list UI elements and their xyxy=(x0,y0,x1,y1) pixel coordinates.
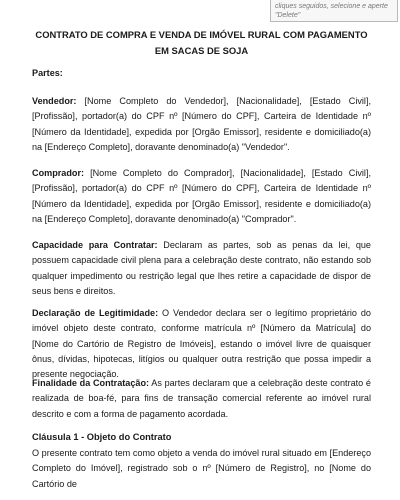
comprador-label: Comprador: xyxy=(32,168,85,178)
vendedor-text: [Nome Completo do Vendedor], [Nacionalidade], [Estado Civil], [Profissão], portador(a) do CPF nº [Número do CPF], Carteira de Identidade nº [Número da Identidade], expedida por [Orgão Emissor], residente e domiciliado(a) na [Endereço Completo], doravante denominado(a) "Vendedor". xyxy=(32,96,371,152)
capacidade-text: Declaram as partes, sob as penas da lei, que possuem capacidade civil plena para a celebração deste contrato, não estando sob qualquer impedimento ou restrição legal que lhes retire a capacidade de dispor de seus bens e direitos. xyxy=(32,240,371,296)
comprador-text: [Nome Completo do Comprador], [Nacionalidade], [Estado Civil], [Profissão], portador(a) do CPF nº [Número do CPF], Carteira de Identidade nº [Número da Identidade], expedida por [Orgão Emissor], residente e domiciliado(a) na [Endereço Completo], doravante denominado(a) "Comprador". xyxy=(32,168,371,224)
partes-heading-text: Partes: xyxy=(32,68,63,78)
capacidade-label: Capacidade para Contratar: xyxy=(32,240,158,250)
vendedor-label: Vendedor: xyxy=(32,96,77,106)
finalidade-paragraph xyxy=(32,376,371,422)
capacidade-paragraph xyxy=(32,238,371,299)
clausula1-title: Cláusula 1 - Objeto do Contrato xyxy=(32,432,172,442)
clausula1-heading xyxy=(32,430,371,445)
legitimidade-label: Declaração de Legitimidade: xyxy=(32,308,159,318)
finalidade-text: As partes declaram que a celebração deste contrato é realizada de boa-fé, para fins de transação comercial referente ao imóvel rural descrito e com a forma de pagamento acordada. xyxy=(32,378,371,419)
document-title: CONTRATO DE COMPRA E VENDA DE IMÓVEL RURAL COM PAGAMENTO EM SACAS DE SOJA xyxy=(35,29,368,56)
comprador-paragraph xyxy=(32,166,371,227)
delete-hint-tooltip: cliques seguidos, selecione e aperte "Delete" xyxy=(270,0,398,22)
legitimidade-paragraph xyxy=(32,306,371,382)
finalidade-label: Finalidade da Contratação: xyxy=(32,378,150,388)
legitimidade-text: O Vendedor declara ser o legítimo proprietário do imóvel objeto deste contrato, conforme matrícula nº [Número da Matrícula] do [Nome do Cartório de Registro de Imóveis], estando o imóvel livre de quaisquer ônus, dívidas, hipotecas, litígios ou qualquer outra restrição que possa impedir a presente negociação. xyxy=(32,308,371,380)
partes-heading xyxy=(32,66,371,81)
vendedor-paragraph xyxy=(32,94,371,155)
clausula1-text: O presente contrato tem como objeto a venda do imóvel rural situado em [Endereço Completo do Imóvel], registrado sob o nº [Número de Registro], no [Nome do Cartório de xyxy=(32,448,371,489)
clausula1-paragraph xyxy=(32,446,371,492)
